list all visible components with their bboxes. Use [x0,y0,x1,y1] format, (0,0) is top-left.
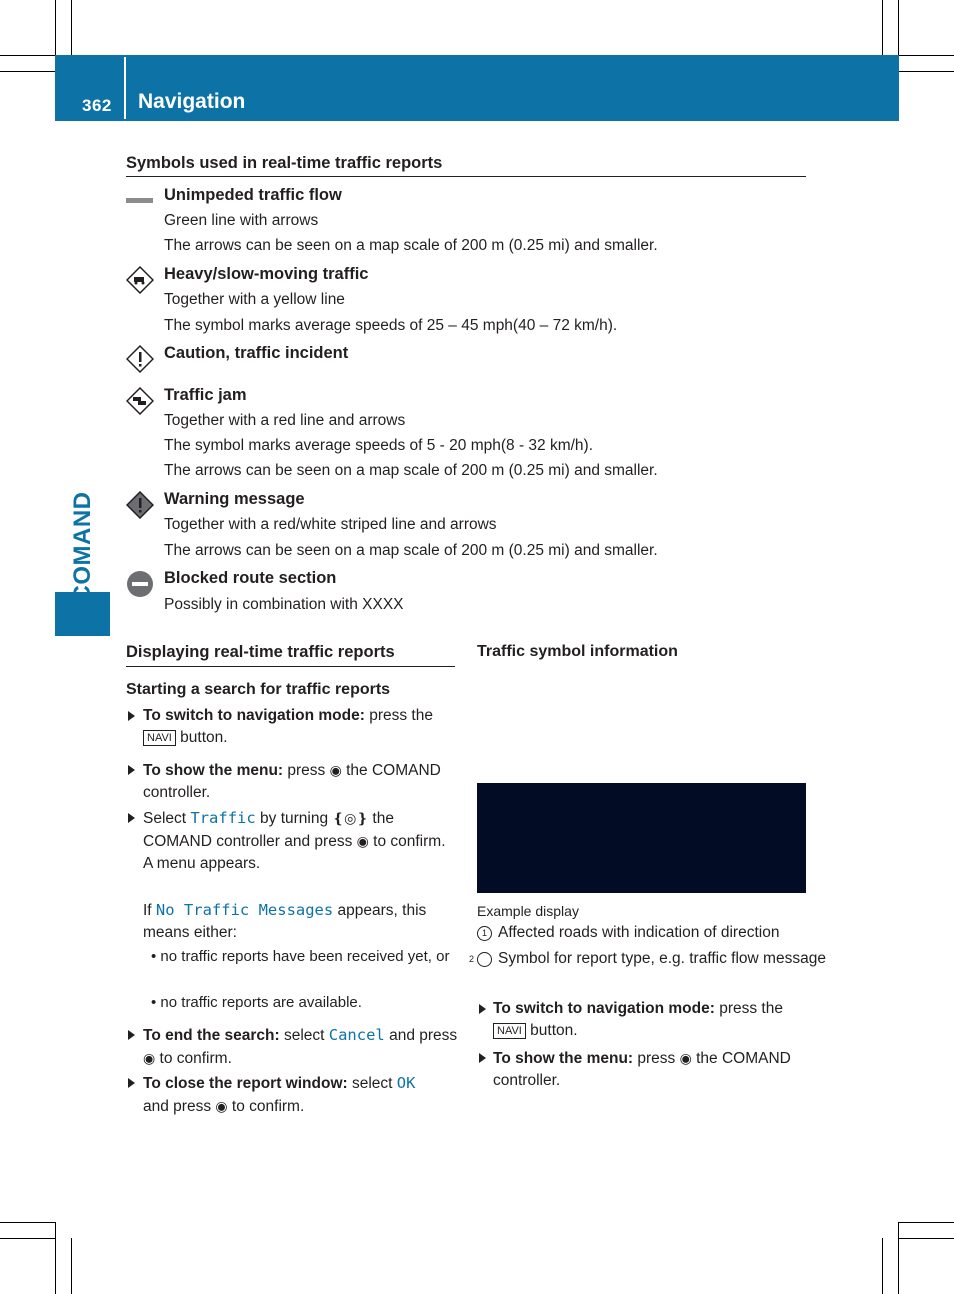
symbol-title: Blocked route section [164,569,337,587]
press-controller-icon: ◉ [356,833,369,849]
press-controller-icon: ◉ [215,1098,228,1114]
warning-icon [126,491,154,519]
crop-mark [0,1222,56,1223]
crop-mark [55,1222,56,1294]
side-tab-label: COMAND [68,491,96,603]
crop-mark [882,0,883,56]
symbol-desc: Together with a red line and arrows [164,412,406,429]
step-arrow [128,1078,135,1088]
bullet-item: • no traffic reports are available. [151,994,362,1011]
press-controller-icon: ◉ [143,1050,156,1066]
legend-item: 1 Affected roads with indication of direction [477,922,812,944]
symbol-title: Warning message [164,490,305,508]
heading-rule [126,176,806,177]
symbol-desc: The symbol marks average speeds of 25 – 45 mph(40 – 72 km/h). [164,317,618,334]
symbol-title: Caution, traffic incident [164,344,349,362]
step-arrow [128,765,135,775]
crop-mark [898,1222,899,1294]
crop-mark [71,1238,72,1294]
step-arrow [128,1030,135,1040]
crop-mark [882,1238,883,1294]
crop-mark [71,0,72,56]
step-switch-navi: To switch to navigation mode: press the NAVI button. [143,707,433,746]
crop-mark [898,1222,954,1223]
step-arrow [479,1053,486,1063]
crop-mark [898,0,899,56]
crop-mark [898,1238,954,1239]
step-show-menu: To show the menu: press ◉ the COMAND controller. [143,759,458,804]
bullet-item: • no traffic reports have been received yet, or [151,948,450,965]
turn-controller-icon: ❴◎❵ [332,810,369,826]
press-controller-icon: ◉ [329,762,342,778]
symbol-title: Unimpeded traffic flow [164,186,342,204]
page-number: 362 [82,96,112,115]
symbol-desc: Together with a red/white striped line and arrows [164,516,497,533]
section-title: Navigation [138,90,246,113]
crop-mark [0,55,56,56]
legend-number-icon: 2 [477,952,492,967]
crop-mark [898,55,954,56]
symbol-title: Heavy/slow-moving traffic [164,265,369,283]
symbol-desc: The arrows can be seen on a map scale of 200 m (0.25 mi) and smaller. [164,462,658,479]
navi-button-icon: NAVI [493,1023,526,1039]
press-controller-icon: ◉ [679,1050,692,1066]
left-heading: Displaying real-time traffic reports [126,643,395,661]
step-select-traffic: Select Traffic by turning ❴◎❵ the COMAND controller and press ◉ to confirm. A menu appears. [143,809,446,872]
symbol-title: Traffic jam [164,386,247,404]
header-divider [124,57,126,119]
crop-mark [898,71,954,72]
blocked-route-icon [126,570,154,598]
example-display-image [477,783,806,893]
step-show-menu: To show the menu: press ◉ the COMAND controller. [493,1047,811,1092]
caution-icon [126,345,154,373]
slow-traffic-icon [126,266,154,294]
right-heading: Traffic symbol information [477,643,678,660]
crop-mark [55,0,56,56]
legend-number-icon: 1 [477,926,492,941]
step-close-window: To close the report window: select OK and press ◉ to confirm. [143,1074,416,1115]
traffic-jam-icon [126,387,154,415]
symbols-heading: Symbols used in real-time traffic reports [126,154,443,172]
step-arrow [479,1004,486,1014]
crop-mark [0,71,56,72]
crop-mark [0,1238,56,1239]
legend-item: 2 Symbol for report type, e.g. traffic flow message [468,950,826,967]
symbol-desc: Together with a yellow line [164,291,345,308]
symbol-desc: Possibly in combination with XXXX [164,596,404,613]
symbol-desc: The arrows can be seen on a map scale of 200 m (0.25 mi) and smaller. [164,237,658,254]
step-end-search: To end the search: select Cancel and press ◉ to confirm. [143,1026,458,1067]
image-caption: Example display [477,903,579,919]
step-arrow [128,711,135,721]
navi-button-icon: NAVI [143,730,176,746]
no-traffic-note: If No Traffic Messages appears, this means either: [143,901,427,941]
symbol-desc: Green line with arrows [164,212,319,229]
symbol-desc: The arrows can be seen on a map scale of 200 m (0.25 mi) and smaller. [164,542,658,559]
symbol-desc: The symbol marks average speeds of 5 - 20 mph(8 - 32 km/h). [164,437,594,454]
green-line-icon [126,198,153,203]
step-arrow [128,813,135,823]
left-heading-rule [126,666,455,667]
step-switch-navi: To switch to navigation mode: press the NAVI button. [493,1000,783,1039]
left-subheading: Starting a search for traffic reports [126,681,391,698]
